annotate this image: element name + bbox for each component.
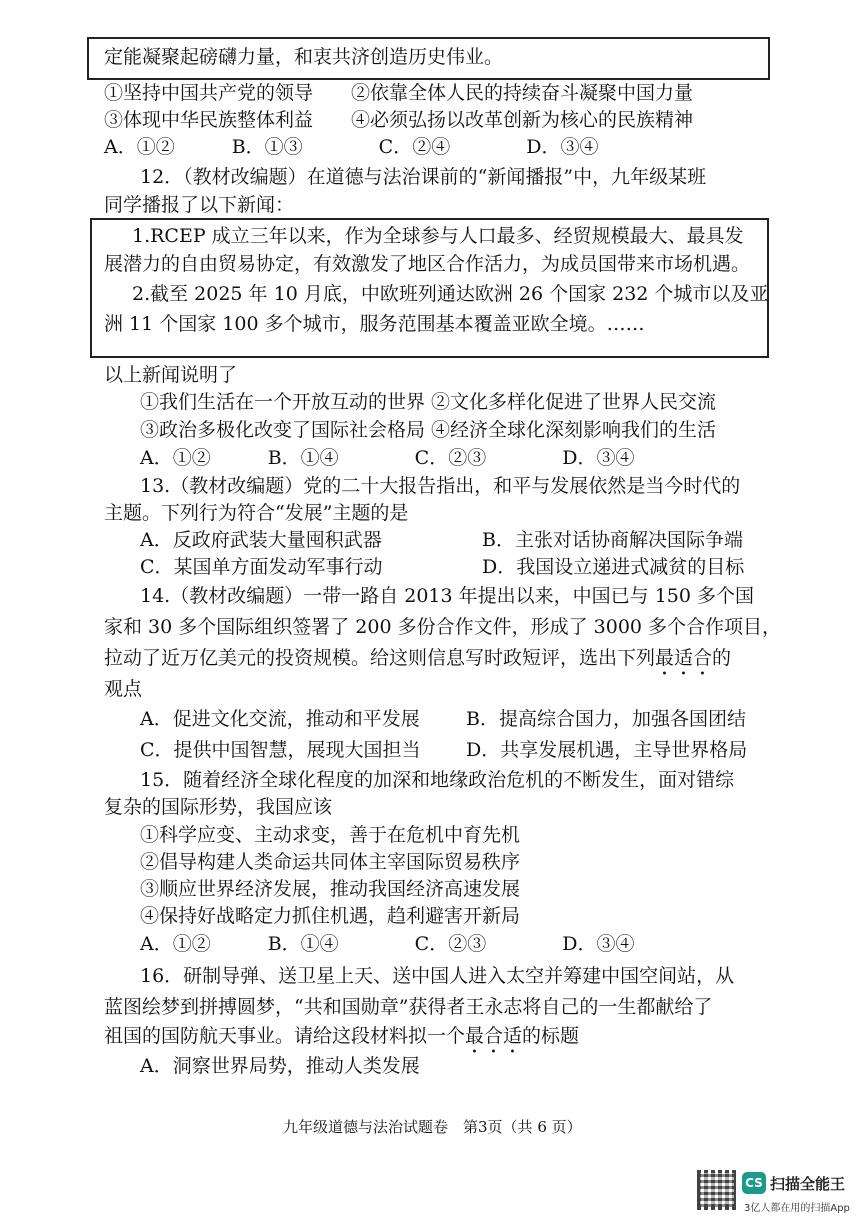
q16-option-a: A．洞察世界局势，推动人类发展 xyxy=(140,1055,420,1077)
watermark-subtitle: 3亿人都在用的扫描App xyxy=(744,1203,850,1214)
q15-stem-line1: 15．随着经济全球化程度的加深和地缘政治危机的不断发生，面对错综 xyxy=(140,769,735,791)
q16-emphasis-text: 最合适 xyxy=(465,1025,523,1047)
q11-options-row1: ①坚持中国共产党的领导 ②依靠全体人民的持续奋斗凝聚中国力量 xyxy=(104,82,694,104)
q16-stem-line3-post: 的标题 xyxy=(522,1025,580,1047)
q14-stem-line4: 观点 xyxy=(104,678,143,700)
q14-option-b: B．提高综合国力，加强各国团结 xyxy=(466,708,746,730)
top-box-text: 定能凝聚起磅礴力量，和衷共济创造历史伟业。 xyxy=(104,46,504,68)
q11-choices: A．①② B．①③ C．②④ D．③④ xyxy=(104,136,599,158)
q12-news1-line1: 1.RCEP 成立三年以来，作为全球参与人口最多、经贸规模最大、最具发 xyxy=(132,225,744,247)
q12-news2-line2: 洲 11 个国家 100 多个城市，服务范围基本覆盖亚欧全境。…… xyxy=(104,313,645,335)
q15-option-2: ②倡导构建人类命运共同体主宰国际贸易秩序 xyxy=(140,851,521,873)
qr-code-icon xyxy=(697,1170,737,1210)
q16-stem-line2: 蓝图绘梦到拼搏圆梦，“共和国勋章”获得者王永志将自己的一生都献给了 xyxy=(104,996,713,1018)
page-footer: 九年级道德与法治试题卷 第3页（共 6 页） xyxy=(283,1118,582,1136)
q14-stem-line2: 家和 30 多个国际组织签署了 200 多份合作文件，形成了 3000 多个合作项目， xyxy=(104,616,782,638)
q15-option-1: ①科学应变、主动求变，善于在危机中育先机 xyxy=(140,824,521,846)
q13-option-b: B．主张对话协商解决国际争端 xyxy=(482,529,743,551)
q12-news1-line2: 展潜力的自由贸易协定，有效激发了地区合作活力，为成员国带来市场机遇。 xyxy=(104,253,751,275)
q13-option-a: A．反政府武装大量囤积武器 xyxy=(140,529,382,551)
q13-stem-line2: 主题。下列行为符合“发展”主题的是 xyxy=(104,502,409,524)
q12-after-text: 以上新闻说明了 xyxy=(104,364,238,386)
q14-stem-line3-pre: 拉动了近万亿美元的投资规模。给这则信息写时政短评，选出下列 xyxy=(104,647,656,669)
camscanner-logo: CS xyxy=(742,1172,766,1194)
q16-stem-line3-pre: 祖国的国防航天事业。请给这段材料拟一个 xyxy=(104,1025,466,1047)
q14-emphasis-text: 最适合 xyxy=(655,647,713,669)
q14-option-a: A．促进文化交流，推动和平发展 xyxy=(140,708,420,730)
q14-stem-line1: 14.（教材改编题）一带一路自 2013 年提出以来，中国已与 150 多个国 xyxy=(140,585,754,607)
q13-option-c: C．某国单方面发动军事行动 xyxy=(140,556,383,578)
q14-option-c: C．提供中国智慧，展现大国担当 xyxy=(140,739,421,761)
q15-option-3: ③顺应世界经济发展，推动我国经济高速发展 xyxy=(140,878,521,900)
q12-stem-line2: 同学播报了以下新闻： xyxy=(104,194,295,216)
watermark-title: 扫描全能王 xyxy=(770,1175,846,1193)
q15-choices: A．①② B．①④ C．②③ D．③④ xyxy=(140,933,635,955)
q14-option-d: D．共享发展机遇，主导世界格局 xyxy=(466,739,748,761)
q15-stem-line2: 复杂的国际形势，我国应该 xyxy=(104,796,333,818)
q16-stem-line1: 16．研制导弹、送卫星上天、送中国人进入太空并筹建中国空间站，从 xyxy=(140,965,735,987)
q12-options-row2: ③政治多极化改变了国际社会格局 ④经济全球化深刻影响我们的生活 xyxy=(140,419,717,441)
q12-news2-line1: 2.截至 2025 年 10 月底，中欧班列通达欧洲 26 个国家 232 个城市以及亚 xyxy=(132,283,769,305)
q13-option-d: D．我国设立递进式减贫的目标 xyxy=(482,556,745,578)
q14-stem-line3 xyxy=(104,645,731,680)
q13-stem-line1: 13.（教材改编题）党的二十大报告指出，和平与发展依然是当今时代的 xyxy=(140,475,741,497)
q12-choices: A．①② B．①④ C．②③ D．③④ xyxy=(140,447,635,469)
q15-option-4: ④保持好战略定力抓住机遇，趋利避害开新局 xyxy=(140,905,521,927)
q12-options-row1: ①我们生活在一个开放互动的世界 ②文化多样化促进了世界人民交流 xyxy=(140,391,717,413)
q14-stem-line3-post: 的 xyxy=(712,647,732,669)
q12-stem-line1: 12．（教材改编题）在道德与法治课前的“新闻播报”中，九年级某班 xyxy=(140,166,707,188)
q11-options-row2: ③体现中华民族整体利益 ④必须弘扬以改革创新为核心的民族精神 xyxy=(104,109,694,131)
